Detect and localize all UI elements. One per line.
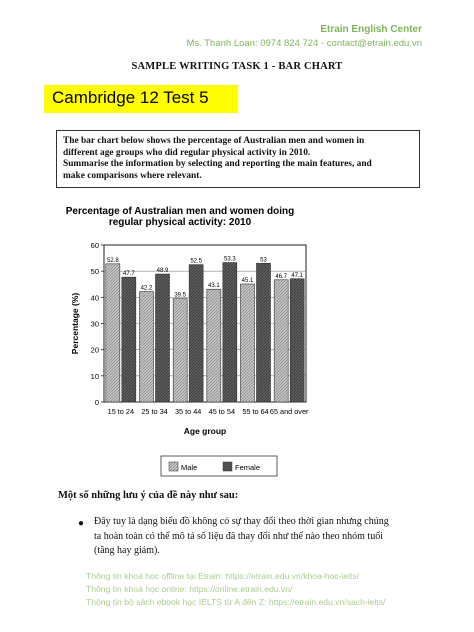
data-label-male: 42.2 xyxy=(140,285,153,292)
data-label-male: 52.8 xyxy=(106,257,119,264)
bar-female xyxy=(257,263,271,402)
task-line: make comparisons where relevant. xyxy=(63,170,202,181)
task-line: Summarise the information by selecting and reporting the main features, and xyxy=(63,159,372,169)
bullet-icon: ● xyxy=(78,518,85,529)
y-axis-label: Percentage (%) xyxy=(70,292,80,355)
contact-line: Ms. Thanh Loan: 0974 824 724 - contact@etrain.edu.vn xyxy=(186,38,422,49)
note-line: (tăng hay giảm). xyxy=(94,545,160,556)
bar-female xyxy=(290,279,304,402)
footer-link-online[interactable]: Thông tin khoá học online: https://online.etrain.edu.vn/ xyxy=(86,584,293,594)
y-tick-label: 30 xyxy=(90,319,99,329)
chart-title-line-1: Percentage of Australian men and women doing xyxy=(65,206,295,217)
legend-label-male: Male xyxy=(181,463,198,472)
legend-swatch-female xyxy=(223,462,232,471)
y-tick-label: 0 xyxy=(94,398,99,407)
bar-male xyxy=(173,299,187,402)
task-prompt-box xyxy=(56,130,420,188)
data-label-female: 52.5 xyxy=(190,258,203,265)
chart-title-line-2: regular physical activity: 2010 xyxy=(108,217,252,228)
bar-male xyxy=(207,289,221,402)
y-tick-label: 40 xyxy=(90,293,99,303)
data-label-male: 45.1 xyxy=(241,277,254,284)
test-banner-label: Cambridge 12 Test 5 xyxy=(52,88,209,107)
task-line: The bar chart below shows the percentage of Australian men and women in xyxy=(63,136,365,146)
x-tick-label: 55 to 64 xyxy=(242,407,269,416)
data-label-female: 47.1 xyxy=(291,272,304,279)
y-tick-label: 50 xyxy=(90,267,99,277)
legend-swatch-male xyxy=(169,462,178,471)
data-label-female: 53.3 xyxy=(223,256,236,263)
bar-female xyxy=(156,274,170,402)
note-line: Đây tuy là dạng biểu đồ không có sự thay đổi theo thời gian nhưng chúng xyxy=(94,516,389,527)
bar-female xyxy=(189,265,203,402)
center-name: Etrain English Center xyxy=(320,24,422,35)
x-tick-label: 25 to 34 xyxy=(141,407,168,416)
x-tick-label: 35 to 44 xyxy=(174,407,202,416)
task-line: different age groups who did regular physical activity in 2010. xyxy=(63,147,311,158)
bar-male xyxy=(106,264,120,402)
y-tick-label: 10 xyxy=(90,371,99,381)
data-label-female: 48.9 xyxy=(156,268,169,275)
test-banner xyxy=(44,85,238,113)
data-label-male: 39.5 xyxy=(174,292,187,299)
x-tick-label: 15 to 24 xyxy=(107,407,135,416)
footer-link-offline[interactable]: Thông tin khoá học offline tại Etrain: https://etrain.edu.vn/khoa-hoc-ielts/ xyxy=(86,571,360,581)
legend-label-female: Female xyxy=(235,463,261,472)
document-title: SAMPLE WRITING TASK 1 - BAR CHART xyxy=(131,61,343,72)
bar-male xyxy=(241,284,255,402)
footer-link-ebook[interactable]: Thông tin bộ sách ebook học IELTS từ A đến Z: https://etrain.edu.vn/sach-ielts/ xyxy=(86,597,386,607)
x-tick-label: 45 to 54 xyxy=(208,407,236,416)
bar-male xyxy=(274,280,288,402)
bar-female xyxy=(122,277,136,402)
note-line: ta hoàn toàn có thể mô tả số liệu đã thay đổi như thế nào theo nhóm tuổi xyxy=(94,530,383,542)
data-label-male: 43.1 xyxy=(207,283,220,290)
x-tick-label: 65 and over xyxy=(269,407,309,416)
bar-chart xyxy=(56,198,316,483)
data-label-female: 47.7 xyxy=(122,271,135,278)
x-axis-label: Age group xyxy=(183,426,227,436)
data-label-female: 53 xyxy=(260,257,267,264)
data-label-male: 46.7 xyxy=(275,273,288,280)
notes-heading: Một số những lưu ý của đề này như sau: xyxy=(58,490,239,501)
note-paragraph xyxy=(94,515,424,559)
y-tick-label: 60 xyxy=(90,241,99,250)
y-tick-label: 20 xyxy=(90,345,99,355)
bar-female xyxy=(223,263,237,402)
bar-male xyxy=(140,292,154,402)
